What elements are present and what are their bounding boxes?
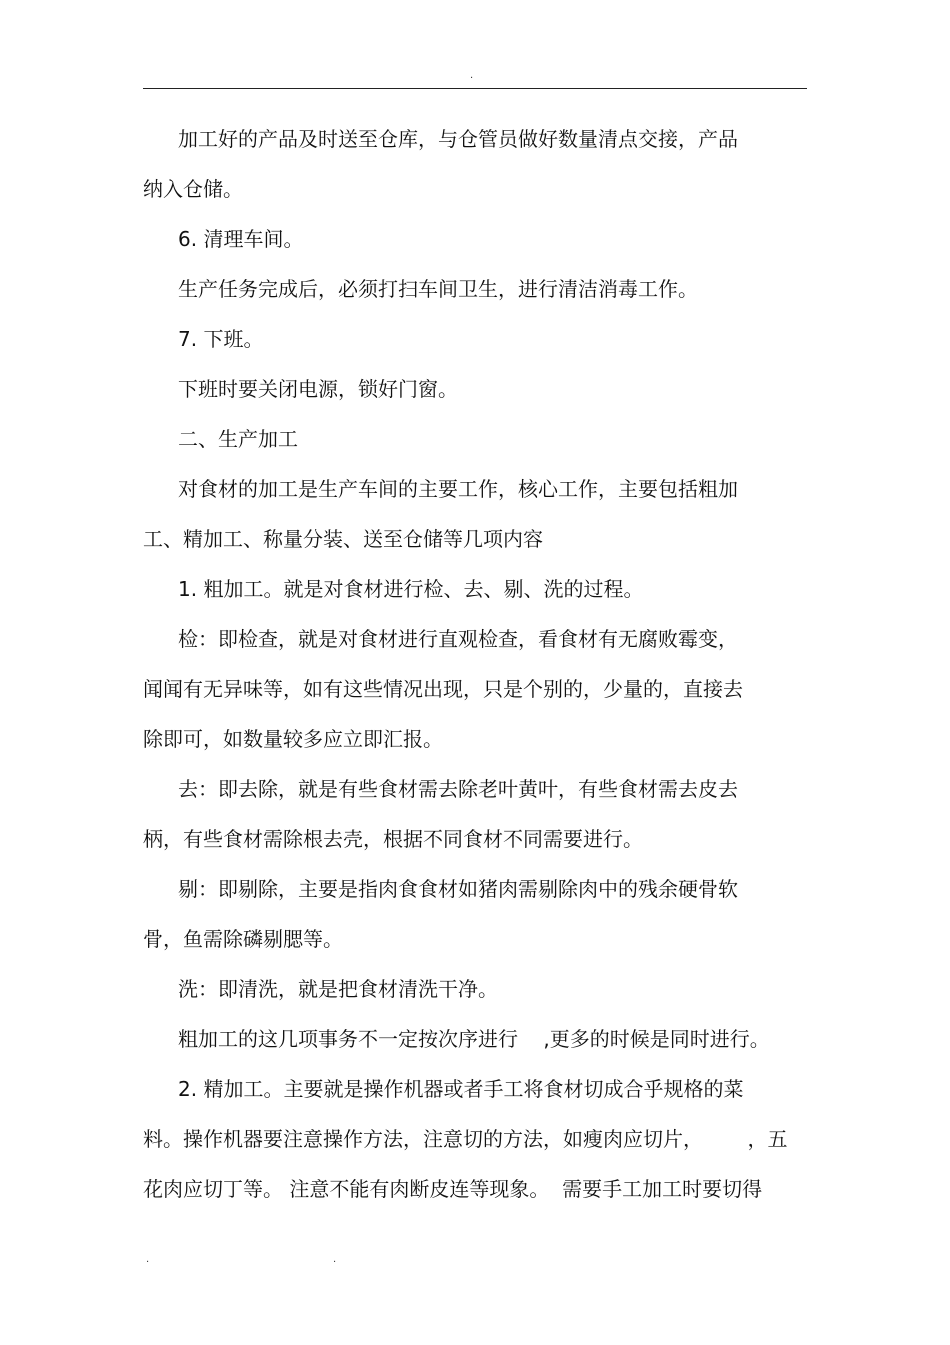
text-line: 工、精加工、称量分装、送至仓储等几项内容 — [143, 527, 543, 551]
text-line: 二、生产加工 — [178, 427, 298, 451]
text-line: 闻闻有无异味等，如有这些情况出现，只是个别的，少量的，直接去 — [143, 677, 743, 701]
text-line: 柄，有些食材需除根去壳，根据不同食材不同需要进行。 — [143, 827, 643, 851]
text-line: 纳入仓储。 — [143, 177, 243, 201]
footer-dot-right: . — [333, 1254, 337, 1265]
text-line: 检：即检查，就是对食材进行直观检查，看食材有无腐败霉变， — [178, 627, 738, 651]
document-body — [143, 114, 807, 1214]
text-line: 加工好的产品及时送至仓库，与仓管员做好数量清点交接，产品 — [178, 127, 738, 151]
text-line: 对食材的加工是生产车间的主要工作，核心工作，主要包括粗加 — [178, 477, 738, 501]
footer-dot-left: . — [146, 1254, 150, 1265]
text-line: 7. 下班。 — [178, 327, 264, 351]
text-line: 2. 精加工。主要就是操作机器或者手工将食材切成合乎规格的菜 — [178, 1077, 744, 1101]
text-line: 料。操作机器要注意操作方法，注意切的方法，如瘦肉应切片， ，五 — [143, 1127, 788, 1151]
text-line: 粗加工的这几项事务不一定按次序进行 ,更多的时候是同时进行。 — [178, 1027, 770, 1051]
text-line: 下班时要关闭电源，锁好门窗。 — [178, 377, 458, 401]
text-line: 骨，鱼需除磷剔腮等。 — [143, 927, 343, 951]
text-line: 6. 清理车间。 — [178, 227, 304, 251]
text-line: 去：即去除，就是有些食材需去除老叶黄叶，有些食材需去皮去 — [178, 777, 738, 801]
text-line: 除即可，如数量较多应立即汇报。 — [143, 727, 443, 751]
header-dot: . — [470, 70, 474, 81]
text-line: 生产任务完成后，必须打扫车间卫生，进行清洁消毒工作。 — [178, 277, 698, 301]
header-rule — [143, 88, 807, 89]
text-line: 洗：即清洗，就是把食材清洗干净。 — [178, 977, 498, 1001]
text-line: 1. 粗加工。就是对食材进行检、去、剔、洗的过程。 — [178, 577, 644, 601]
text-line: 花肉应切丁等。 注意不能有肉断皮连等现象。 需要手工加工时要切得 — [143, 1177, 763, 1201]
text-line: 剔：即剔除，主要是指肉食食材如猪肉需剔除肉中的残余硬骨软 — [178, 877, 738, 901]
